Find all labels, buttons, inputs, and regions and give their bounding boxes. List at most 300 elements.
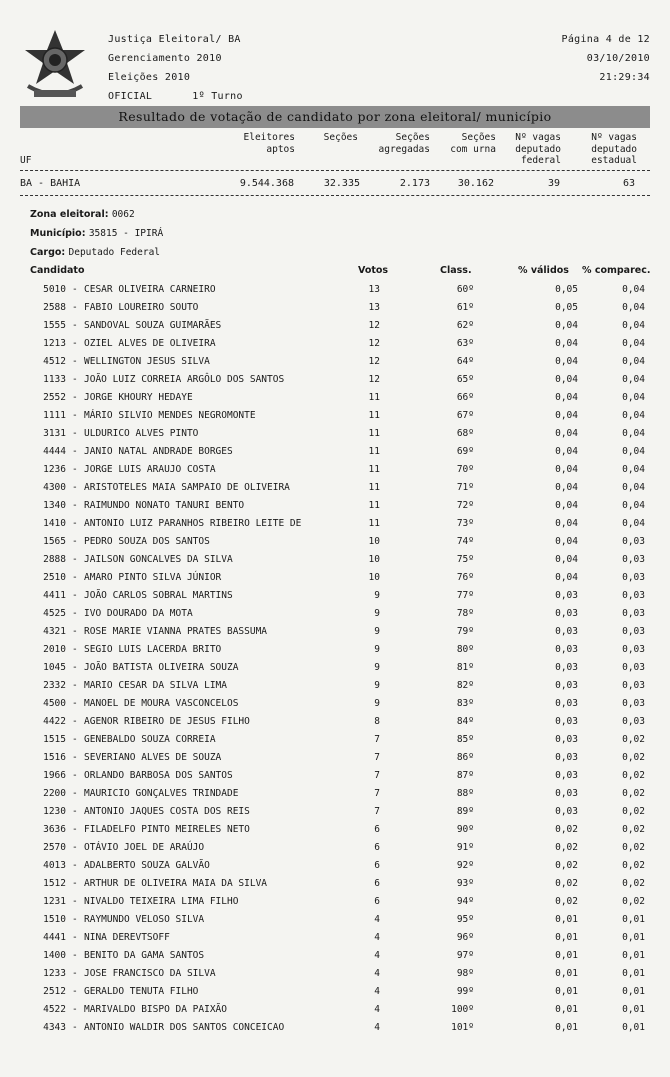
table-row: [0, 425, 670, 443]
table-row: [0, 497, 670, 515]
candidate-votes: 9: [374, 644, 380, 655]
candidate-votes: 9: [374, 680, 380, 691]
separator-dash: -: [72, 572, 78, 583]
candidate-pct-validos: 0,05: [555, 302, 578, 313]
separator-dash: -: [72, 788, 78, 799]
candidate-name: JOÃO CARLOS SOBRAL MARTINS: [84, 590, 233, 601]
candidate-pct-compar: 0,03: [622, 572, 645, 583]
candidate-pct-validos: 0,02: [555, 896, 578, 907]
candidate-pct-validos: 0,03: [555, 644, 578, 655]
candidate-pct-compar: 0,04: [622, 392, 645, 403]
separator-dash: -: [72, 554, 78, 565]
candidate-class: 97º: [456, 950, 474, 961]
candidate-name: JORGE LUIS ARAUJO COSTA: [84, 464, 216, 475]
table-row: [0, 299, 670, 317]
separator-dash: -: [72, 536, 78, 547]
candidate-name: MARIVALDO BISPO DA PAIXÃO: [84, 1004, 227, 1015]
candidate-pct-validos: 0,03: [555, 752, 578, 763]
candidate-pct-compar: 0,04: [622, 338, 645, 349]
candidate-votes: 12: [368, 374, 380, 385]
candidate-class: 75º: [456, 554, 474, 565]
candidate-name: ORLANDO BARBOSA DOS SANTOS: [84, 770, 233, 781]
candidate-pct-validos: 0,03: [555, 698, 578, 709]
candidate-number: 4525: [43, 608, 66, 619]
col-compar: % comparec.: [582, 265, 651, 276]
candidate-pct-compar: 0,04: [622, 518, 645, 529]
table-row: [0, 551, 670, 569]
table-row: [0, 641, 670, 659]
separator-dash: -: [72, 446, 78, 457]
candidate-pct-compar: 0,01: [622, 950, 645, 961]
candidate-number: 4321: [43, 626, 66, 637]
table-row: [0, 821, 670, 839]
candidate-pct-compar: 0,04: [622, 500, 645, 511]
candidate-class: 76º: [456, 572, 474, 583]
candidate-votes: 9: [374, 626, 380, 637]
candidate-pct-validos: 0,05: [555, 284, 578, 295]
candidate-pct-compar: 0,04: [622, 428, 645, 439]
candidate-name: OZIEL ALVES DE OLIVEIRA: [84, 338, 216, 349]
candidate-votes: 7: [374, 788, 380, 799]
header-fed-line1: Nº vagas: [515, 132, 561, 143]
candidate-class: 64º: [456, 356, 474, 367]
candidate-class: 60º: [456, 284, 474, 295]
candidate-class: 67º: [456, 410, 474, 421]
candidate-class: 80º: [456, 644, 474, 655]
table-row: [0, 533, 670, 551]
candidate-class: 100º: [451, 1004, 474, 1015]
candidate-pct-validos: 0,03: [555, 770, 578, 781]
separator-dash: -: [72, 698, 78, 709]
candidate-number: 1565: [43, 536, 66, 547]
table-row: [0, 1001, 670, 1019]
candidate-number: 1516: [43, 752, 66, 763]
candidate-pct-compar: 0,01: [622, 932, 645, 943]
candidate-votes: 11: [368, 428, 380, 439]
candidate-class: 92º: [456, 860, 474, 871]
candidate-pct-validos: 0,01: [555, 986, 578, 997]
header-fed-line2: deputado: [515, 143, 561, 155]
summary-divider-top: [20, 170, 650, 171]
municipio-value: 35815 - IPIRÁ: [88, 228, 164, 239]
candidate-class: 86º: [456, 752, 474, 763]
candidate-pct-compar: 0,03: [622, 536, 645, 547]
separator-dash: -: [72, 986, 78, 997]
candidate-pct-compar: 0,03: [622, 554, 645, 565]
header-uf: UF: [20, 155, 32, 166]
candidate-pct-validos: 0,04: [555, 464, 578, 475]
header-left: [108, 30, 243, 106]
candidate-pct-validos: 0,04: [555, 428, 578, 439]
candidate-pct-compar: 0,04: [622, 320, 645, 331]
separator-dash: -: [72, 1022, 78, 1033]
table-row: [0, 839, 670, 857]
candidate-class: 66º: [456, 392, 474, 403]
candidate-number: 1230: [43, 806, 66, 817]
table-row: [0, 947, 670, 965]
zona-label: Zona eleitoral:: [30, 209, 109, 220]
separator-dash: -: [72, 374, 78, 385]
candidate-name: RAYMUNDO VELOSO SILVA: [84, 914, 205, 925]
candidate-class: 82º: [456, 680, 474, 691]
candidate-name: PEDRO SOUZA DOS SANTOS: [84, 536, 210, 547]
candidate-name: GERALDO TENUTA FILHO: [84, 986, 199, 997]
candidate-votes: 4: [374, 986, 380, 997]
candidate-votes: 7: [374, 734, 380, 745]
candidate-pct-compar: 0,03: [622, 626, 645, 637]
table-row: [0, 767, 670, 785]
candidate-pct-validos: 0,04: [555, 536, 578, 547]
separator-dash: -: [72, 950, 78, 961]
zona-value: 0062: [111, 209, 135, 220]
candidate-name: SEGIO LUIS LACERDA BRITO: [84, 644, 222, 655]
table-row: [0, 893, 670, 911]
summary-urna: 30.162: [457, 178, 494, 189]
candidate-votes: 9: [374, 698, 380, 709]
table-row: [0, 1019, 670, 1037]
candidate-name: JOÃO LUIZ CORREIA ARGÔLO DOS SANTOS: [84, 374, 285, 385]
candidate-votes: 10: [368, 536, 380, 547]
candidate-number: 4522: [43, 1004, 66, 1015]
candidate-name: MARIO CESAR DA SILVA LIMA: [84, 680, 227, 691]
table-row: [0, 353, 670, 371]
candidate-class: 89º: [456, 806, 474, 817]
election-name: Eleições 2010: [108, 72, 191, 83]
candidate-name: MANOEL DE MOURA VASCONCELOS: [84, 698, 239, 709]
table-row: [0, 605, 670, 623]
candidate-number: 4013: [43, 860, 66, 871]
table-row: [0, 281, 670, 299]
candidate-number: 5010: [43, 284, 66, 295]
candidate-pct-compar: 0,03: [622, 680, 645, 691]
candidate-number: 2510: [43, 572, 66, 583]
candidate-pct-compar: 0,02: [622, 896, 645, 907]
candidate-name: IVO DOURADO DA MOTA: [84, 608, 193, 619]
candidate-name: BENITO DA GAMA SANTOS: [84, 950, 205, 961]
page-indicator: Página 4 de 12: [561, 34, 650, 45]
candidate-name: ANTONIO LUIZ PARANHOS RIBEIRO LEITE DE: [84, 518, 302, 529]
separator-dash: -: [72, 302, 78, 313]
candidate-votes: 6: [374, 896, 380, 907]
candidate-pct-compar: 0,01: [622, 1022, 645, 1033]
candidate-number: 2552: [43, 392, 66, 403]
candidate-pct-validos: 0,02: [555, 878, 578, 889]
table-row: [0, 677, 670, 695]
summary-eleitores: 9.544.368: [239, 178, 294, 189]
candidate-class: 70º: [456, 464, 474, 475]
candidate-number: 1045: [43, 662, 66, 673]
cargo-line: [30, 247, 160, 258]
report-date: 03/10/2010: [586, 53, 650, 64]
candidate-number: 4444: [43, 446, 66, 457]
candidate-pct-validos: 0,04: [555, 500, 578, 511]
candidate-pct-validos: 0,03: [555, 626, 578, 637]
candidate-pct-validos: 0,04: [555, 320, 578, 331]
header-eleitores-line2: aptos: [266, 143, 295, 155]
candidate-class: 73º: [456, 518, 474, 529]
header-agregadas: [372, 132, 430, 155]
table-row: [0, 911, 670, 929]
candidate-votes: 11: [368, 392, 380, 403]
candidate-number: 1111: [43, 410, 66, 421]
candidate-pct-validos: 0,03: [555, 716, 578, 727]
candidate-pct-validos: 0,03: [555, 680, 578, 691]
candidate-pct-compar: 0,01: [622, 1004, 645, 1015]
table-row: [0, 713, 670, 731]
candidate-pct-compar: 0,01: [622, 986, 645, 997]
separator-dash: -: [72, 734, 78, 745]
candidate-pct-validos: 0,02: [555, 824, 578, 835]
candidate-pct-validos: 0,03: [555, 734, 578, 745]
candidate-number: 2332: [43, 680, 66, 691]
candidate-name: SANDOVAL SOUZA GUIMARÃES: [84, 320, 222, 331]
candidate-name: JANIO NATAL ANDRADE BORGES: [84, 446, 233, 457]
col-class: Class.: [440, 265, 472, 276]
candidate-name: ADALBERTO SOUZA GALVÃO: [84, 860, 210, 871]
candidate-number: 4411: [43, 590, 66, 601]
separator-dash: -: [72, 284, 78, 295]
separator-dash: -: [72, 896, 78, 907]
separator-dash: -: [72, 518, 78, 529]
col-votos: Votos: [358, 265, 389, 276]
candidate-pct-validos: 0,04: [555, 572, 578, 583]
republic-seal-icon: [20, 28, 90, 102]
separator-dash: -: [72, 608, 78, 619]
candidate-number: 1213: [43, 338, 66, 349]
header-vagas-federal: [506, 132, 561, 167]
candidate-votes: 11: [368, 482, 380, 493]
round-label: 1º Turno: [192, 91, 243, 102]
candidate-name: ANTONIO WALDIR DOS SANTOS CONCEICAO: [84, 1022, 285, 1033]
candidate-name: JORGE KHOURY HEDAYE: [84, 392, 193, 403]
candidate-number: 1340: [43, 500, 66, 511]
candidate-name: AGENOR RIBEIRO DE JESUS FILHO: [84, 716, 250, 727]
candidate-votes: 6: [374, 824, 380, 835]
separator-dash: -: [72, 824, 78, 835]
candidate-votes: 9: [374, 662, 380, 673]
header-urna: [444, 132, 496, 155]
candidate-class: 96º: [456, 932, 474, 943]
candidate-name: GENEBALDO SOUZA CORREIA: [84, 734, 216, 745]
table-row: [0, 965, 670, 983]
col-validos: % válidos: [518, 265, 569, 276]
header-est-line1: Nº vagas: [591, 132, 637, 143]
candidate-votes: 7: [374, 752, 380, 763]
separator-dash: -: [72, 914, 78, 925]
candidate-name: NIVALDO TEIXEIRA LIMA FILHO: [84, 896, 239, 907]
table-row: [0, 623, 670, 641]
separator-dash: -: [72, 878, 78, 889]
candidate-table: [0, 281, 670, 1037]
candidate-pct-compar: 0,03: [622, 644, 645, 655]
municipio-line: [30, 228, 163, 239]
table-row: [0, 407, 670, 425]
separator-dash: -: [72, 644, 78, 655]
table-row: [0, 731, 670, 749]
table-row: [0, 587, 670, 605]
candidate-class: 94º: [456, 896, 474, 907]
table-row: [0, 659, 670, 677]
candidate-name: FABIO LOUREIRO SOUTO: [84, 302, 199, 313]
candidate-name: WELLINGTON JESUS SILVA: [84, 356, 210, 367]
candidate-class: 98º: [456, 968, 474, 979]
summary-divider-bottom: [20, 195, 650, 196]
candidate-votes: 11: [368, 518, 380, 529]
candidate-votes: 11: [368, 446, 380, 457]
candidate-name: CESAR OLIVEIRA CARNEIRO: [84, 284, 216, 295]
header-eleitores-line1: Eleitores: [243, 132, 295, 143]
header-eleitores: [240, 132, 295, 155]
candidate-votes: 6: [374, 878, 380, 889]
table-row: [0, 317, 670, 335]
separator-dash: -: [72, 356, 78, 367]
summary-uf: BA - BAHIA: [20, 178, 81, 189]
candidate-votes: 4: [374, 914, 380, 925]
candidate-class: 79º: [456, 626, 474, 637]
candidate-votes: 9: [374, 608, 380, 619]
candidate-pct-validos: 0,01: [555, 1004, 578, 1015]
candidate-class: 83º: [456, 698, 474, 709]
candidate-pct-validos: 0,03: [555, 806, 578, 817]
candidate-pct-validos: 0,03: [555, 662, 578, 673]
header-est-line3: estadual: [591, 155, 637, 166]
candidate-pct-compar: 0,03: [622, 698, 645, 709]
candidate-votes: 7: [374, 770, 380, 781]
table-row: [0, 785, 670, 803]
table-row: [0, 461, 670, 479]
candidate-number: 2888: [43, 554, 66, 565]
candidate-pct-compar: 0,02: [622, 878, 645, 889]
candidate-class: 62º: [456, 320, 474, 331]
candidate-class: 72º: [456, 500, 474, 511]
candidate-number: 4500: [43, 698, 66, 709]
candidate-pct-compar: 0,04: [622, 410, 645, 421]
header-vagas-estadual: [582, 132, 637, 167]
candidate-number: 1512: [43, 878, 66, 889]
candidate-pct-validos: 0,04: [555, 374, 578, 385]
candidate-class: 85º: [456, 734, 474, 745]
candidate-votes: 4: [374, 1022, 380, 1033]
system-name: Gerenciamento 2010: [108, 53, 222, 64]
candidate-votes: 10: [368, 572, 380, 583]
candidate-pct-validos: 0,04: [555, 392, 578, 403]
header-right: [562, 30, 651, 87]
candidate-number: 4300: [43, 482, 66, 493]
candidate-number: 1555: [43, 320, 66, 331]
candidate-pct-compar: 0,04: [622, 302, 645, 313]
candidate-name: AMARO PINTO SILVA JÚNIOR: [84, 572, 222, 583]
candidate-votes: 9: [374, 590, 380, 601]
table-row: [0, 443, 670, 461]
candidate-class: 61º: [456, 302, 474, 313]
candidate-pct-validos: 0,01: [555, 1022, 578, 1033]
candidate-pct-compar: 0,04: [622, 284, 645, 295]
candidate-pct-validos: 0,04: [555, 518, 578, 529]
report-time: 21:29:34: [599, 72, 650, 83]
candidate-name: JAILSON GONCALVES DA SILVA: [84, 554, 233, 565]
candidate-votes: 8: [374, 716, 380, 727]
candidate-pct-compar: 0,03: [622, 716, 645, 727]
candidate-class: 71º: [456, 482, 474, 493]
candidate-pct-compar: 0,02: [622, 860, 645, 871]
candidate-votes: 4: [374, 1004, 380, 1015]
candidate-votes: 4: [374, 950, 380, 961]
candidate-class: 74º: [456, 536, 474, 547]
candidate-number: 4441: [43, 932, 66, 943]
candidate-pct-compar: 0,02: [622, 770, 645, 781]
candidate-class: 63º: [456, 338, 474, 349]
status-line: [108, 87, 243, 106]
candidate-votes: 12: [368, 338, 380, 349]
separator-dash: -: [72, 464, 78, 475]
separator-dash: -: [72, 662, 78, 673]
candidate-pct-compar: 0,04: [622, 446, 645, 457]
table-row: [0, 569, 670, 587]
candidate-votes: 6: [374, 860, 380, 871]
table-row: [0, 875, 670, 893]
candidate-votes: 13: [368, 302, 380, 313]
candidate-name: NINA DEREVTSOFF: [84, 932, 170, 943]
candidate-pct-validos: 0,03: [555, 788, 578, 799]
candidate-number: 1966: [43, 770, 66, 781]
candidate-number: 1510: [43, 914, 66, 925]
cargo-value: Deputado Federal: [68, 247, 161, 258]
candidate-number: 2512: [43, 986, 66, 997]
separator-dash: -: [72, 716, 78, 727]
candidate-pct-validos: 0,04: [555, 356, 578, 367]
candidate-votes: 4: [374, 932, 380, 943]
candidate-number: 3131: [43, 428, 66, 439]
separator-dash: -: [72, 626, 78, 637]
candidate-pct-compar: 0,04: [622, 482, 645, 493]
separator-dash: -: [72, 320, 78, 331]
candidate-class: 78º: [456, 608, 474, 619]
candidate-votes: 13: [368, 284, 380, 295]
candidate-class: 93º: [456, 878, 474, 889]
header-secoes-line1: Seções: [323, 132, 358, 143]
separator-dash: -: [72, 338, 78, 349]
separator-dash: -: [72, 860, 78, 871]
table-row: [0, 371, 670, 389]
candidate-pct-compar: 0,01: [622, 968, 645, 979]
candidate-name: RAIMUNDO NONATO TANURI BENTO: [84, 500, 245, 511]
separator-dash: -: [72, 770, 78, 781]
candidate-name: MÁRIO SILVIO MENDES NEGROMONTE: [84, 410, 256, 421]
candidate-pct-compar: 0,02: [622, 788, 645, 799]
candidate-class: 90º: [456, 824, 474, 835]
separator-dash: -: [72, 482, 78, 493]
candidate-name: FILADELFO PINTO MEIRELES NETO: [84, 824, 250, 835]
summary-vagas-estadual: 63: [622, 178, 635, 189]
separator-dash: -: [72, 752, 78, 763]
candidate-pct-compar: 0,04: [622, 356, 645, 367]
candidate-pct-validos: 0,02: [555, 860, 578, 871]
candidate-pct-compar: 0,02: [622, 734, 645, 745]
status-label: OFICIAL: [108, 91, 153, 102]
candidate-pct-validos: 0,04: [555, 446, 578, 457]
candidate-pct-validos: 0,01: [555, 968, 578, 979]
summary-agregadas: 2.173: [399, 178, 430, 189]
candidate-pct-validos: 0,03: [555, 590, 578, 601]
candidate-name: JOSE FRANCISCO DA SILVA: [84, 968, 216, 979]
candidate-name: JOÃO BATISTA OLIVEIRA SOUZA: [84, 662, 239, 673]
summary-vagas-federal: 39: [547, 178, 560, 189]
candidate-pct-validos: 0,04: [555, 554, 578, 565]
candidate-pct-validos: 0,01: [555, 914, 578, 925]
table-row: [0, 695, 670, 713]
candidate-class: 88º: [456, 788, 474, 799]
table-row: [0, 749, 670, 767]
